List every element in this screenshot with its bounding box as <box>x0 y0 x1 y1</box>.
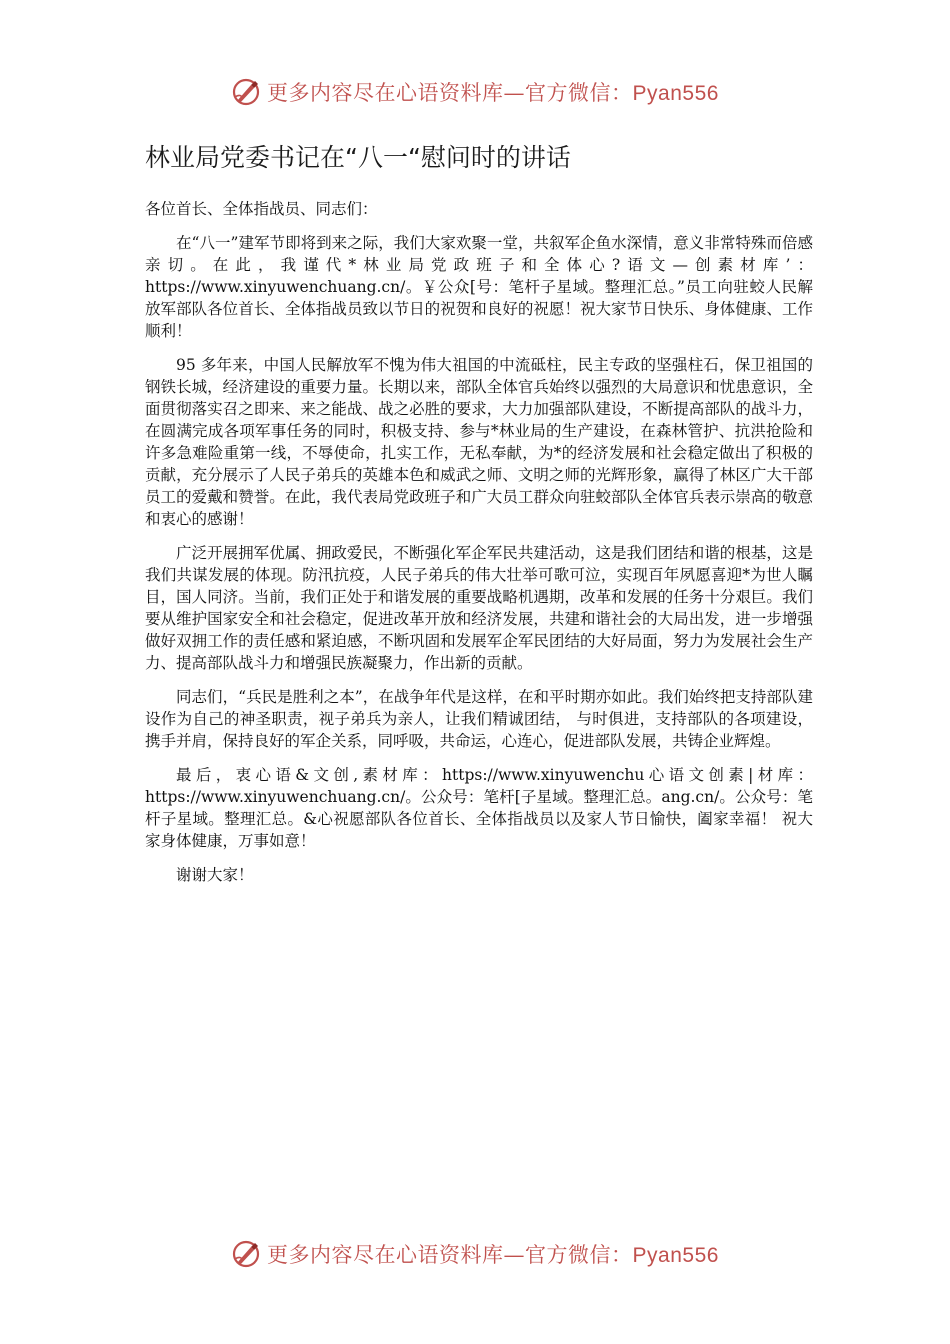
paragraph: 广泛开展拥军优属、拥政爱民，不断强化军企军民共建活动，这是我们团结和谐的根基，这是我们共谋发展的体现。防汛抗疫，人民子弟兵的伟大壮举可歌可泣，实现百年夙愿喜迎*为世人瞩目，国人同济。当前，我们正处于和谐发展的重要战略机遇期，改革和发展的任务十分艰巨。我们要从维护国家安全和社会稳定，促进改革开放和经济发展，共建和谐社会的大局出发，进一步增强做好双拥工作的责任感和紧迫感，不断巩固和发展军企军民团结的大好局面，努力为发展社会生产力、提高部队战斗力和增强民族凝聚力，作出新的贡献。 <box>145 544 813 672</box>
paragraph: 同志们，“兵民是胜利之本”，在战争年代是这样，在和平时期亦如此。我们始终把支持部队建设作为自己的神圣职责，视子弟兵为亲人，让我们精诚团结， 与时俱进，支持部队的各项建设，携手并肩，保持良好的军企关系，同呼吸，共命运，心连心，促进部队发展，共铸企业辉煌。 <box>145 688 813 750</box>
pen-logo-icon <box>231 77 261 107</box>
paragraph: 最后，衷心语&文创,素材库：https://www.xinyuwenchu心语文创素|材库：https://www.xinyuwenchuang.cn/。公众号：笔杆[子星域。整理汇总。ang.cn/。公众号：笔杆子星域。整理汇总。&心祝愿部队各位首长、全体指战员以及家人节日愉快，阖家幸福！ 祝大家身体健康，万事如意！ <box>145 766 813 850</box>
banner-wechat-id: Pyan556 <box>632 1244 719 1267</box>
document-title: 林业局党委书记在“八一“慰问时的讲话 <box>145 143 571 172</box>
banner-text <box>267 1239 719 1269</box>
paragraph: 95 多年来，中国人民解放军不愧为伟大祖国的中流砥柱，民主专政的坚强柱石，保卫祖国的钢铁长城，经济建设的重要力量。长期以来，部队全体官兵始终以强烈的大局意识和忧患意识，全面贯彻落实召之即来、来之能战、战之必胜的要求，大力加强部队建设，不断提高部队的战斗力，在圆满完成各项军事任务的同时，积极支持、参与*林业局的生产建设，在森林管护、抗洪抢险和许多急难险重第一线，不辱使命，扎实工作，无私奉献，为*的经济发展和社会稳定做出了积极的贡献，充分展示了人民子弟兵的英雄本色和威武之师、文明之师的光辉形象，赢得了林区广大干部员工的爱戴和赞誉。在此，我代表局党政班子和广大员工群众向驻蛟部队全体官兵表示崇高的敬意和衷心的感谢！ <box>145 356 813 528</box>
footer-banner <box>0 1232 950 1276</box>
document-body <box>145 198 813 886</box>
paragraph: 在“八一”建军节即将到来之际，我们大家欢聚一堂，共叙军企鱼水深情，意义非常特殊而倍感亲切。在此，我谨代*林业局党政班子和全体心?语文—创素材库’：https://www.xinyuwenchuang.cn/。￥公众[号：笔杆子星域。整理汇总。”员工向驻蛟人民解放军部队各位首长、全体指战员致以节日的祝贺和良好的祝愿！祝大家节日快乐、身体健康、工作顺利！ <box>145 234 813 340</box>
banner-wechat-id: Pyan556 <box>632 82 719 105</box>
banner-slogan: 更多内容尽在心语资料库—官方微信： <box>267 81 633 105</box>
pen-logo-icon <box>231 1239 261 1269</box>
banner-text <box>267 77 719 107</box>
closing: 谢谢大家！ <box>176 866 254 884</box>
header-banner <box>0 70 950 114</box>
banner-slogan: 更多内容尽在心语资料库—官方微信： <box>267 1243 633 1267</box>
greeting: 各位首长、全体指战员、同志们： <box>145 200 378 218</box>
